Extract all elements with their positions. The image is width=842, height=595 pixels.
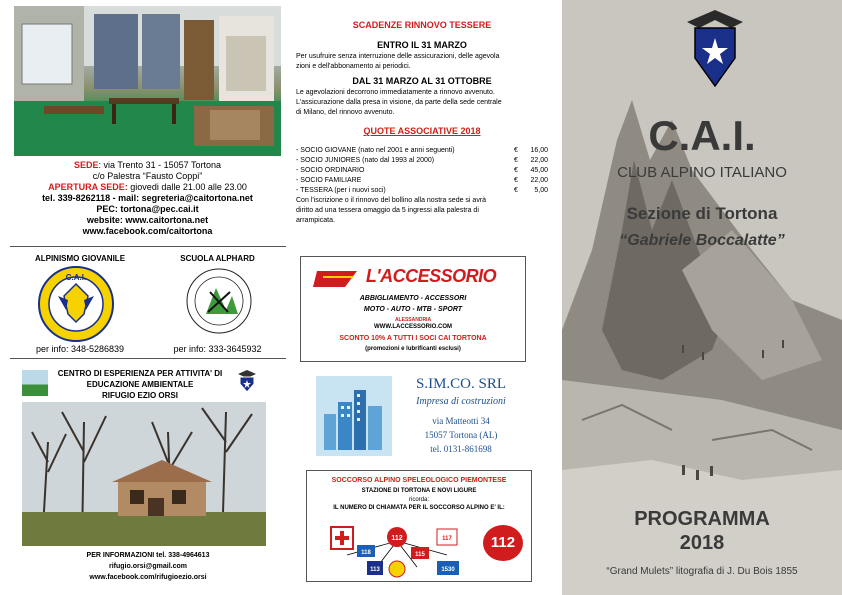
rifugio-facebook[interactable]: www.facebook.com/rifugioezio.orsi <box>89 574 207 581</box>
simco-tel: tel. 0131-861698 <box>430 444 492 454</box>
cover-sezione: Sezione di Tortona <box>626 204 778 223</box>
entro-title: ENTRO IL 31 MARZO <box>377 40 467 50</box>
sede-line <box>10 160 285 171</box>
dal-text <box>296 88 552 118</box>
laccessorio-web[interactable]: WWW.LACCESSORIO.COM <box>374 324 452 330</box>
laccessorio-sub1: ABBIGLIAMENTO - ACCESSORI <box>359 295 467 302</box>
rifugio-tel: PER INFORMAZIONI tel. 338-4964613 <box>86 552 210 559</box>
centro-block <box>50 368 230 401</box>
sede-label: SEDE <box>74 160 99 170</box>
website-line[interactable]: website: www.caitortona.net <box>86 215 209 225</box>
quote-row-currency: € <box>514 187 518 194</box>
alphard-logo <box>186 266 252 336</box>
badge-cai-text: C.A.I. <box>65 273 87 282</box>
quote-row-label: - TESSERA (per i nuovi soci) <box>296 187 386 194</box>
laccessorio-name: L'ACCESSORIO <box>365 266 497 286</box>
cai-small-emblem-icon <box>236 368 258 394</box>
quote-row-currency: € <box>514 157 518 164</box>
quote-row-amount: 22,00 <box>530 157 548 164</box>
cover-nome: “Gabriele Boccalatte” <box>619 232 785 249</box>
center-112-text: 112 <box>391 535 403 542</box>
simco-tagline: Impresa di costruzioni <box>416 396 506 407</box>
quote-row <box>296 146 552 156</box>
divider-2 <box>10 358 286 359</box>
apertura-line <box>10 182 285 193</box>
centro-line3: RIFUGIO EZIO ORSI <box>101 391 178 400</box>
room-illustration <box>14 6 281 156</box>
laccessorio-promo: SCONTO 10% A TUTTI I SOCI CAI TORTONA <box>339 335 487 342</box>
cover-anno: 2018 <box>679 532 725 554</box>
apertura-text: giovedi dalle 21.00 alle 23.00 <box>130 182 247 192</box>
rifugio-email[interactable]: rifugio.orsi@gmail.com <box>108 563 187 570</box>
quote-row-currency: € <box>514 167 518 174</box>
scadenze-title: SCADENZE RINNOVO TESSERE <box>352 20 492 30</box>
alpinismo-giovanile-logo <box>38 266 114 342</box>
soccorso-line2: ricorda: <box>408 497 429 503</box>
quote-row-currency: € <box>514 177 518 184</box>
simco-name: S.IM.CO. SRL <box>415 376 507 392</box>
quote-note-line: arrampicata. <box>296 217 335 224</box>
soccorso-ad[interactable] <box>306 470 532 582</box>
dal-text-line: Le agevolazioni decorrono immediatamente a rinnovo avvenuto. <box>296 89 495 96</box>
laccessorio-sub2: MOTO - AUTO - MTB - SPORT <box>363 306 463 313</box>
quote-row <box>296 176 552 186</box>
simco-addr1: via Matteotti 34 <box>432 416 490 426</box>
cover-club: CLUB ALPINO ITALIANO <box>617 164 787 181</box>
divider-1 <box>10 246 286 247</box>
quote-note-line: Con l'iscrizione o il rinnovo del bollino alla nostra sede si avrà <box>296 197 487 204</box>
quote-row-amount: 5,00 <box>534 187 548 194</box>
alphard-title: SCUOLA ALPHARD <box>180 254 255 263</box>
quote-row-currency: € <box>514 147 518 154</box>
dal-title: DAL 31 MARZO AL 31 OTTOBRE <box>352 76 492 86</box>
quote-row-label: - SOCIO GIOVANE (nato nel 2001 e anni seguenti) <box>296 147 455 154</box>
soccorso-line1: STAZIONE DI TORTONA E NOVI LIGURE <box>361 488 477 494</box>
alphard-info: per info: 333-3645932 <box>173 344 262 354</box>
quote-table <box>296 146 552 226</box>
dal-text-line: di Milano, del rinnovo avvenuto. <box>296 109 395 116</box>
icon-115-text: 115 <box>415 552 425 558</box>
alpinismo-title: ALPINISMO GIOVANILE <box>34 254 126 263</box>
cover-cai: C.A.I. <box>648 112 756 159</box>
centro-line2: EDUCAZIONE AMBIENTALE <box>86 380 194 389</box>
quote-row <box>296 156 552 166</box>
facebook-line[interactable]: www.facebook.com/caitortona <box>82 226 213 236</box>
quote-row-amount: 16,00 <box>530 147 548 154</box>
quote-title: QUOTE ASSOCIATIVE 2018 <box>363 126 481 136</box>
entro-text <box>296 52 552 72</box>
apertura-label: APERTURA SEDE: <box>48 182 128 192</box>
quote-row-label: - SOCIO ORDINARIO <box>296 167 365 174</box>
tel-mail-line[interactable]: tel. 339-8262118 - mail: segreteria@caitortona.net <box>42 193 253 203</box>
soccorso-line3: IL NUMERO DI CHIAMATA PER IL SOCCORSO ALPINO E' IL: <box>333 505 505 511</box>
quote-row <box>296 166 552 176</box>
entro-text-line: zioni e dell'abbonamento ai periodici. <box>296 63 411 70</box>
sede-photo <box>14 6 281 156</box>
sede-address-block <box>10 160 285 237</box>
simco-ad[interactable] <box>308 370 528 462</box>
quote-note-line: diritto ad una tessera omaggio da 5 ingressi alla palestra di <box>296 207 479 214</box>
icon-118-text: 118 <box>361 550 371 556</box>
laccessorio-ad[interactable] <box>300 256 526 362</box>
emergency-112-badge <box>483 525 523 561</box>
laccessorio-city: ALESSANDRIA <box>394 317 432 323</box>
dal-text-line: L'assicurazione dalla presa in visione, da parte della sede centrale <box>296 99 502 106</box>
rifugio-photo <box>22 402 266 546</box>
quote-row-amount: 22,00 <box>530 177 548 184</box>
centro-line1: CENTRO DI ESPERIENZA PER ATTIVITA' DI <box>57 369 223 378</box>
simco-logo <box>316 376 392 456</box>
laccessorio-promo-note: (promozioni e lubrificanti esclusi) <box>365 346 461 352</box>
emergency-icons-cluster <box>327 523 467 579</box>
centro-logo <box>22 370 48 396</box>
entro-text-line: Per usufruire senza interruzione delle assicurazioni, delle agevola <box>296 53 500 60</box>
icon-117-text: 117 <box>442 536 452 542</box>
pec-line[interactable]: PEC: tortona@pec.cai.it <box>96 204 199 214</box>
palestra-line: c/o Palestra “Fausto Coppi” <box>92 171 203 181</box>
rifugio-footer <box>10 550 286 583</box>
quote-row-amount: 45,00 <box>530 167 548 174</box>
icon-1530-text: 1530 <box>441 567 455 573</box>
quote-row <box>296 186 552 196</box>
cover-programma: PROGRAMMA <box>634 508 770 530</box>
alpinismo-info: per info: 348-5286839 <box>35 344 125 354</box>
sede-text: : via Trento 31 - 15057 Tortona <box>98 160 221 170</box>
emergency-number: 112 <box>490 534 516 551</box>
quote-row-label: - SOCIO JUNIORES (nato dal 1993 al 2000) <box>296 157 435 164</box>
icon-113-text: 113 <box>370 567 380 573</box>
simco-addr2: 15057 Tortona (AL) <box>424 430 498 440</box>
quote-row-label: - SOCIO FAMILIARE <box>296 177 362 184</box>
cover-caption: “Grand Mulets” litografia di J. Du Bois 1855 <box>606 566 798 577</box>
soccorso-title: SOCCORSO ALPINO SPELEOLOGICO PIEMONTESE <box>331 477 507 484</box>
cai-emblem-icon <box>685 6 745 90</box>
